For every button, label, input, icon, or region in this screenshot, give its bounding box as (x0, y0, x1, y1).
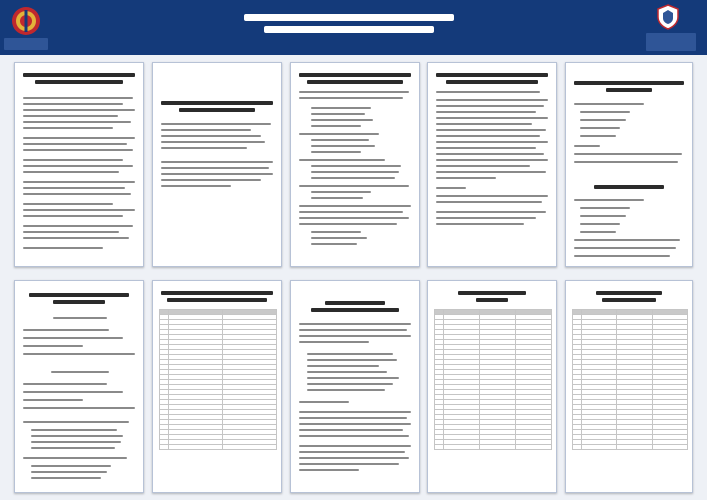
text-line (31, 435, 123, 437)
text-line (161, 129, 251, 131)
text-line (299, 411, 411, 413)
text-line (580, 127, 620, 129)
panel-2 (152, 62, 282, 267)
text-line (23, 231, 119, 233)
table-row (435, 445, 552, 450)
text-line (307, 371, 387, 373)
text-line (23, 203, 113, 205)
text-line (299, 469, 359, 471)
text-line (436, 117, 548, 119)
text-line (307, 359, 397, 361)
text-line (299, 329, 407, 331)
text-line (580, 119, 626, 121)
panel-4 (427, 62, 557, 267)
text-line (23, 181, 135, 183)
page-title (244, 14, 454, 38)
text-line (436, 123, 532, 125)
text-line (161, 141, 265, 143)
text-line (299, 91, 409, 93)
text-line (436, 147, 536, 149)
text-line (31, 465, 111, 467)
text-line (299, 451, 405, 453)
text-line (299, 185, 409, 187)
text-line (31, 471, 107, 473)
table-cell (435, 445, 444, 450)
text-line (436, 141, 548, 143)
table-cell (444, 445, 480, 450)
text-line (311, 237, 367, 239)
text-line (574, 145, 600, 147)
text-line (311, 177, 395, 179)
text-line (299, 211, 403, 213)
text-line (580, 207, 630, 209)
panel-title (458, 291, 526, 295)
table-cell (223, 445, 277, 450)
text-line (580, 135, 616, 137)
table-row (160, 445, 277, 450)
top-banner (0, 0, 707, 55)
text-line (299, 429, 403, 431)
text-line (299, 159, 385, 161)
text-line (23, 391, 123, 393)
text-line (299, 217, 409, 219)
table-cell (480, 445, 516, 450)
data-table (434, 309, 552, 450)
text-line (23, 399, 83, 401)
panel-title (161, 101, 273, 105)
text-line (574, 255, 670, 257)
text-line (436, 195, 548, 197)
text-line (580, 231, 616, 233)
text-line (574, 239, 680, 241)
text-line (311, 119, 373, 121)
text-line (299, 133, 379, 135)
text-line (23, 121, 131, 123)
text-line (299, 223, 397, 225)
text-line (23, 165, 133, 167)
panel-3 (290, 62, 420, 267)
panel-title (23, 73, 135, 77)
text-line (53, 317, 107, 319)
emblem-icon (11, 6, 41, 36)
panel-title (29, 293, 129, 297)
text-line (436, 111, 536, 113)
text-line (161, 123, 271, 125)
text-line (311, 165, 401, 167)
panel-title-line (606, 88, 652, 92)
text-line (436, 201, 542, 203)
text-line (299, 457, 409, 459)
text-line (23, 109, 135, 111)
text-line (31, 441, 121, 443)
text-line (436, 211, 546, 213)
panel-6 (14, 280, 144, 493)
text-line (23, 143, 127, 145)
text-line (23, 345, 83, 347)
text-line (51, 371, 109, 373)
text-line (299, 417, 407, 419)
text-line (311, 191, 371, 193)
table-cell (573, 445, 582, 450)
text-line (23, 383, 107, 385)
text-line (436, 177, 496, 179)
panel-subtitle (594, 185, 664, 189)
title-line-2 (264, 26, 434, 33)
text-line (31, 447, 115, 449)
panel-title-line (311, 308, 399, 312)
text-line (161, 173, 273, 175)
text-line (23, 209, 135, 211)
text-line (23, 159, 123, 161)
text-line (299, 205, 411, 207)
text-line (436, 165, 530, 167)
text-line (311, 113, 365, 115)
text-line (436, 153, 544, 155)
text-line (23, 215, 123, 217)
table-row (573, 445, 688, 450)
table-cell (516, 445, 552, 450)
text-line (31, 429, 117, 431)
panel-title (574, 81, 684, 85)
panel-title-line (602, 298, 656, 302)
text-line (299, 341, 369, 343)
text-line (311, 243, 357, 245)
text-line (161, 167, 269, 169)
panel-1 (14, 62, 144, 267)
text-line (436, 135, 540, 137)
data-table (572, 309, 688, 450)
text-line (299, 97, 403, 99)
text-line (23, 407, 135, 409)
text-line (580, 111, 630, 113)
table-cell (652, 445, 687, 450)
panel-title (161, 291, 273, 295)
text-line (311, 151, 361, 153)
panel-title-line (167, 298, 267, 302)
text-line (311, 145, 375, 147)
text-line (311, 125, 361, 127)
text-line (436, 105, 544, 107)
text-line (299, 335, 411, 337)
panel-title (436, 73, 548, 77)
text-line (574, 153, 682, 155)
panel-title (325, 301, 385, 305)
text-line (23, 103, 123, 105)
panel-9 (427, 280, 557, 493)
data-table (159, 309, 277, 450)
table-cell (617, 445, 652, 450)
panel-title-line (53, 300, 105, 304)
text-line (23, 337, 123, 339)
text-line (31, 477, 101, 479)
text-line (311, 139, 369, 141)
text-line (161, 135, 261, 137)
text-line (436, 99, 548, 101)
text-line (311, 197, 363, 199)
panel-title-line (179, 108, 255, 112)
table-cell (169, 445, 223, 450)
panel-10 (565, 280, 693, 493)
text-line (307, 377, 399, 379)
text-line (161, 185, 231, 187)
text-line (161, 147, 247, 149)
panel-7 (152, 280, 282, 493)
text-line (580, 215, 626, 217)
title-line-1 (244, 14, 454, 21)
text-line (299, 423, 411, 425)
panel-title-line (307, 80, 403, 84)
text-line (436, 223, 524, 225)
text-line (23, 149, 133, 151)
text-line (311, 231, 361, 233)
left-logo-caption (4, 38, 48, 50)
text-line (23, 137, 135, 139)
text-line (299, 445, 411, 447)
text-line (307, 365, 379, 367)
text-line (299, 463, 399, 465)
text-line (23, 171, 119, 173)
text-line (23, 193, 131, 195)
text-line (311, 107, 371, 109)
text-line (23, 457, 127, 459)
text-line (307, 353, 393, 355)
text-line (436, 159, 548, 161)
text-line (436, 187, 466, 189)
text-line (574, 199, 644, 201)
panel-5 (565, 62, 693, 267)
text-line (307, 383, 393, 385)
text-line (580, 223, 620, 225)
text-line (23, 97, 133, 99)
text-line (23, 237, 129, 239)
text-line (23, 247, 103, 249)
text-line (23, 115, 118, 117)
right-logo-caption (646, 33, 696, 51)
text-line (161, 161, 273, 163)
shield-emblem-icon (656, 4, 680, 30)
table-cell (160, 445, 169, 450)
text-line (161, 179, 261, 181)
panel-title-line (35, 80, 123, 84)
panel-8 (290, 280, 420, 493)
text-line (436, 129, 546, 131)
text-line (311, 171, 399, 173)
table-cell (582, 445, 617, 450)
panel-title-line (476, 298, 508, 302)
text-line (23, 225, 133, 227)
text-line (299, 401, 349, 403)
text-line (436, 91, 540, 93)
text-line (574, 103, 644, 105)
panel-grid (14, 62, 693, 494)
text-line (307, 389, 385, 391)
text-line (23, 353, 135, 355)
text-line (574, 247, 676, 249)
text-line (23, 187, 125, 189)
panel-title (299, 73, 411, 77)
text-line (23, 421, 129, 423)
text-line (23, 329, 109, 331)
text-line (299, 435, 409, 437)
panel-title-line (446, 80, 538, 84)
text-line (436, 171, 546, 173)
text-line (574, 161, 678, 163)
text-line (23, 127, 113, 129)
text-line (436, 217, 536, 219)
text-line (299, 323, 411, 325)
panel-title (596, 291, 662, 295)
